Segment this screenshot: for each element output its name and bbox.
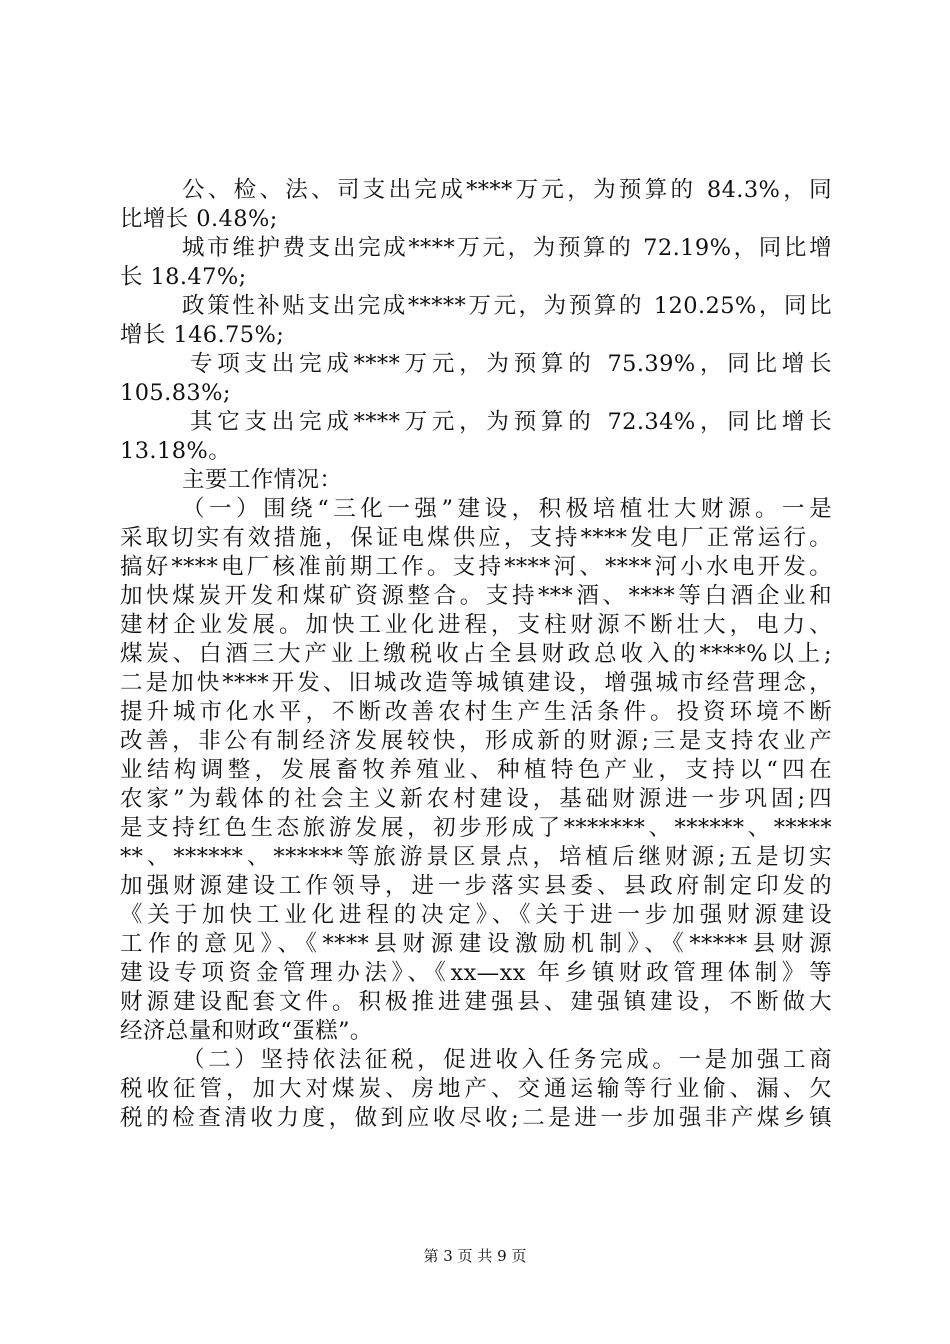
text-line: （二）坚持依法征税，促进收入任务完成。一是加强工商: [182, 1047, 832, 1073]
paragraph-special-expenditure: [120, 350, 832, 408]
text-line: 长 18.47%;: [120, 264, 247, 290]
text-line: 主要工作情况：: [182, 467, 343, 493]
text-line: 提升城市化水平，不断改善农村生产生活条件。投资环境不断: [120, 699, 832, 725]
text-line: 比增长 0.48%;: [120, 206, 278, 232]
text-line: 加快煤炭开发和煤矿资源整合。支持***酒、****等白酒企业和: [120, 583, 832, 609]
page-number-footer: 第 3 页 共 9 页: [423, 1247, 527, 1265]
text-line: 其它支出完成****万元，为预算的 72.34%，同比增长: [190, 409, 832, 435]
text-line: （一）围绕“三化一强”建设，积极培植壮大财源。一是: [182, 496, 832, 522]
text-line: 煤炭、白酒三大产业上缴税收占全县财政总收入的****%以上;: [120, 641, 832, 667]
text-line: 13.18%。: [120, 438, 232, 464]
text-line: 加强财源建设工作领导，进一步落实县委、县政府制定印发的: [120, 873, 832, 899]
paragraph-tax-collection: [120, 1046, 832, 1133]
text-line: 财源建设配套文件。积极推进建强县、建强镇建设，不断做大: [120, 989, 832, 1015]
text-line: 农家”为载体的社会主义新农村建设，基础财源进一步巩固;四: [120, 786, 832, 812]
text-line: 城市维护费支出完成****万元，为预算的 72.19%，同比增: [182, 235, 832, 261]
paragraph-revenue-source-cultivation: [120, 495, 832, 1046]
text-line: 二是加快****开发、旧城改造等城镇建设，增强城市经营理念，: [120, 670, 832, 696]
paragraph-urban-maintenance-expenditure: [120, 234, 832, 292]
text-line: 采取切实有效措施，保证电煤供应，支持****发电厂正常运行。: [120, 525, 832, 551]
text-line: 业结构调整，发展畜牧养殖业、种植特色产业，支持以“四在: [120, 757, 832, 783]
text-line: 搞好****电厂核准前期工作。支持****河、****河小水电开发。: [120, 554, 832, 580]
text-line: 《关于加快工业化进程的决定》、《关于进一步加强财源建设: [120, 902, 832, 928]
text-line: 政策性补贴支出完成*****万元，为预算的 120.25%，同比: [182, 293, 832, 319]
text-line: 税收征管，加大对煤炭、房地产、交通运输等行业偷、漏、欠: [120, 1076, 832, 1102]
text-line: 经济总量和财政“蛋糕”。: [120, 1018, 373, 1044]
text-line: 改善，非公有制经济发展较快，形成新的财源;三是支持农业产: [120, 728, 832, 754]
text-line: 105.83%;: [120, 380, 231, 406]
text-line: 增长 146.75%;: [120, 322, 285, 348]
section-heading-main-work: [120, 466, 832, 495]
text-line: 建材企业发展。加快工业化进程，支柱财源不断壮大，电力、: [120, 612, 832, 638]
paragraph-public-security-expenditure: [120, 176, 832, 234]
text-line: 是支持红色生态旅游发展，初步形成了*******、******、*****: [120, 815, 832, 841]
paragraph-policy-subsidy-expenditure: [120, 292, 832, 350]
text-line: **、******、******等旅游景区景点，培植后继财源;五是切实: [120, 844, 832, 870]
paragraph-other-expenditure: [120, 408, 832, 466]
text-line: 公、检、法、司支出完成****万元，为预算的 84.3%，同: [182, 177, 832, 203]
text-line: 专项支出完成****万元，为预算的 75.39%，同比增长: [190, 351, 832, 377]
text-line: 税的检查清收力度，做到应收尽收;二是进一步加强非产煤乡镇: [120, 1105, 832, 1131]
document-body: [120, 176, 832, 1133]
text-line: 工作的意见》、《****县财源建设激励机制》、《*****县财源: [120, 931, 832, 957]
text-line: 建设专项资金管理办法》、《xx—xx 年乡镇财政管理体制》等: [120, 960, 832, 986]
